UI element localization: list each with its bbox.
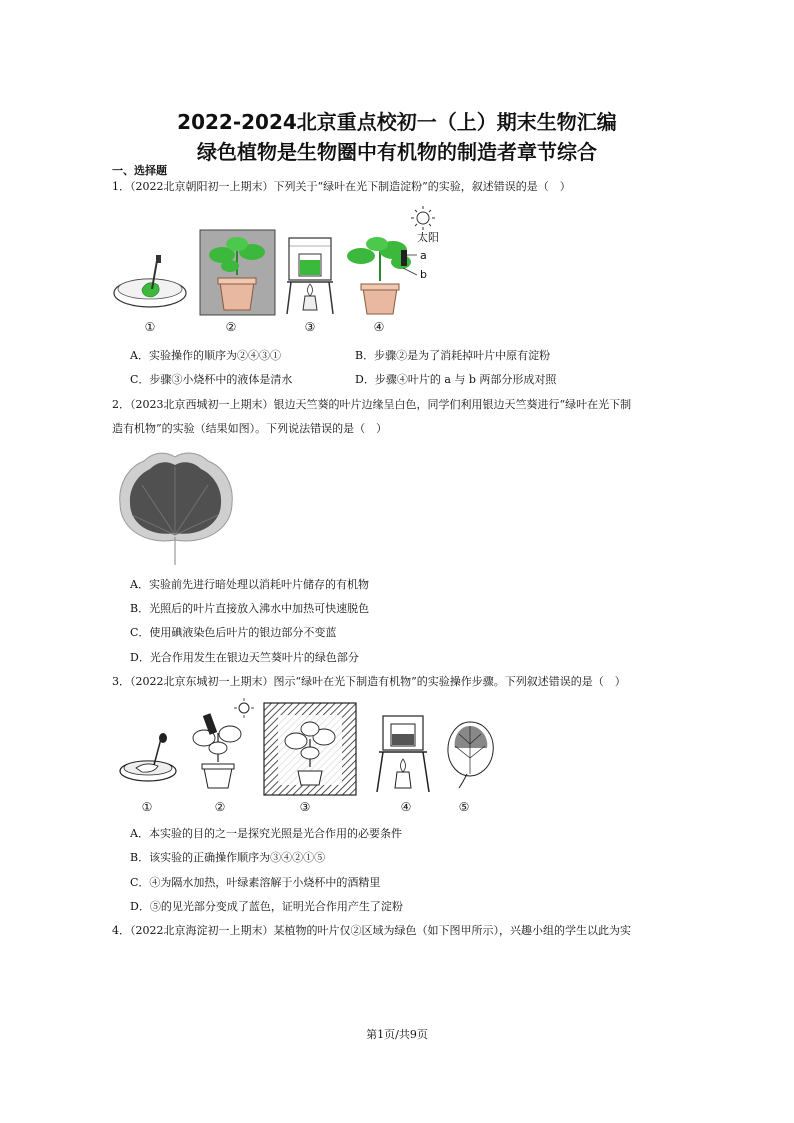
q3-figure-label-3: ③ bbox=[299, 800, 311, 814]
q3-figure-label-5: ⑤ bbox=[458, 800, 470, 814]
question-2-stem-line1: 2．（2023北京西城初一上期末）银边天竺葵的叶片边缘呈白色，同学们利用银边天竺葵进行“绿叶在光下制 bbox=[112, 398, 632, 411]
q1-option-b[interactable]: B．步骤②是为了消耗掉叶片中原有淀粉 bbox=[355, 349, 551, 362]
question-3-stem: 3．（2022北京东城初一上期末）图示“绿叶在光下制造有机物”的实验操作步骤。下列叙述错误的是（ ） bbox=[112, 675, 626, 688]
q3-option-c[interactable]: C．④为隔水加热，叶绿素溶解于小烧杯中的酒精里 bbox=[130, 876, 381, 889]
q3-figure-dark-box-plant bbox=[264, 703, 356, 795]
q1-figure-dark-plant bbox=[200, 230, 275, 315]
page-number: 第1页/共9页 bbox=[366, 1028, 428, 1041]
q2-option-c[interactable]: C．使用碘液染色后叶片的银边部分不变蓝 bbox=[130, 626, 337, 639]
question-4-stem: 4．（2022北京海淀初一上期末）某植物的叶片仅②区域为绿色（如下图甲所示），兴趣小组的学生以此为实 bbox=[112, 924, 631, 937]
q1-figure-label-1: ① bbox=[144, 320, 156, 334]
q3-figure-dish-dropper bbox=[118, 735, 178, 785]
q3-figure-label-1: ① bbox=[141, 800, 153, 814]
q3-option-a[interactable]: A．本实验的目的之一是探究光照是光合作用的必要条件 bbox=[130, 827, 402, 840]
q2-figure-variegated-leaf bbox=[112, 445, 238, 567]
q3-figure-sunlit-plant bbox=[188, 698, 258, 790]
q1-part-a-label: a bbox=[420, 249, 427, 262]
q1-part-b-label: b bbox=[420, 268, 427, 281]
q3-option-b[interactable]: B．该实验的正确操作顺序为③④②①⑤ bbox=[130, 851, 326, 864]
q1-figure-water-bath bbox=[285, 232, 335, 316]
document-title-line2: 绿色植物是生物圈中有机物的制造者章节综合 bbox=[197, 140, 597, 164]
q1-figure-label-4: ④ bbox=[373, 320, 385, 334]
q3-option-d[interactable]: D．⑤的见光部分变成了蓝色，证明光合作用产生了淀粉 bbox=[130, 900, 403, 913]
q1-sun-label: 太阳 bbox=[417, 231, 439, 244]
q1-option-d[interactable]: D．步骤④叶片的 a 与 b 两部分形成对照 bbox=[355, 373, 557, 386]
q1-figure-label-3: ③ bbox=[304, 320, 316, 334]
q3-figure-stained-leaf bbox=[445, 718, 495, 790]
q1-figure-label-2: ② bbox=[225, 320, 237, 334]
q2-option-b[interactable]: B．光照后的叶片直接放入沸水中加热可快速脱色 bbox=[130, 602, 370, 615]
q1-figure-petri-dish bbox=[112, 255, 188, 315]
document-title-line1: 2022-2024北京重点校初一（上）期末生物汇编 bbox=[177, 110, 617, 134]
q3-figure-water-bath bbox=[375, 712, 431, 794]
q3-figure-label-4: ④ bbox=[400, 800, 412, 814]
q1-option-a[interactable]: A．实验操作的顺序为②④③① bbox=[130, 349, 281, 362]
q3-figure-label-2: ② bbox=[214, 800, 226, 814]
section-label: 一、选择题 bbox=[112, 164, 167, 177]
q1-option-c[interactable]: C．步骤③小烧杯中的液体是清水 bbox=[130, 373, 293, 386]
question-1-stem: 1．（2022北京朝阳初一上期末）下列关于“绿叶在光下制造淀粉”的实验，叙述错误的是（ ） bbox=[112, 180, 571, 193]
question-2-stem-line2: 造有机物”的实验（结果如图）。下列说法错误的是（ ） bbox=[112, 422, 388, 435]
q1-figure-sunlit-plant bbox=[343, 206, 443, 316]
q2-option-d[interactable]: D．光合作用发生在银边天竺葵叶片的绿色部分 bbox=[130, 651, 359, 664]
q2-option-a[interactable]: A．实验前先进行暗处理以消耗叶片储存的有机物 bbox=[130, 578, 369, 591]
